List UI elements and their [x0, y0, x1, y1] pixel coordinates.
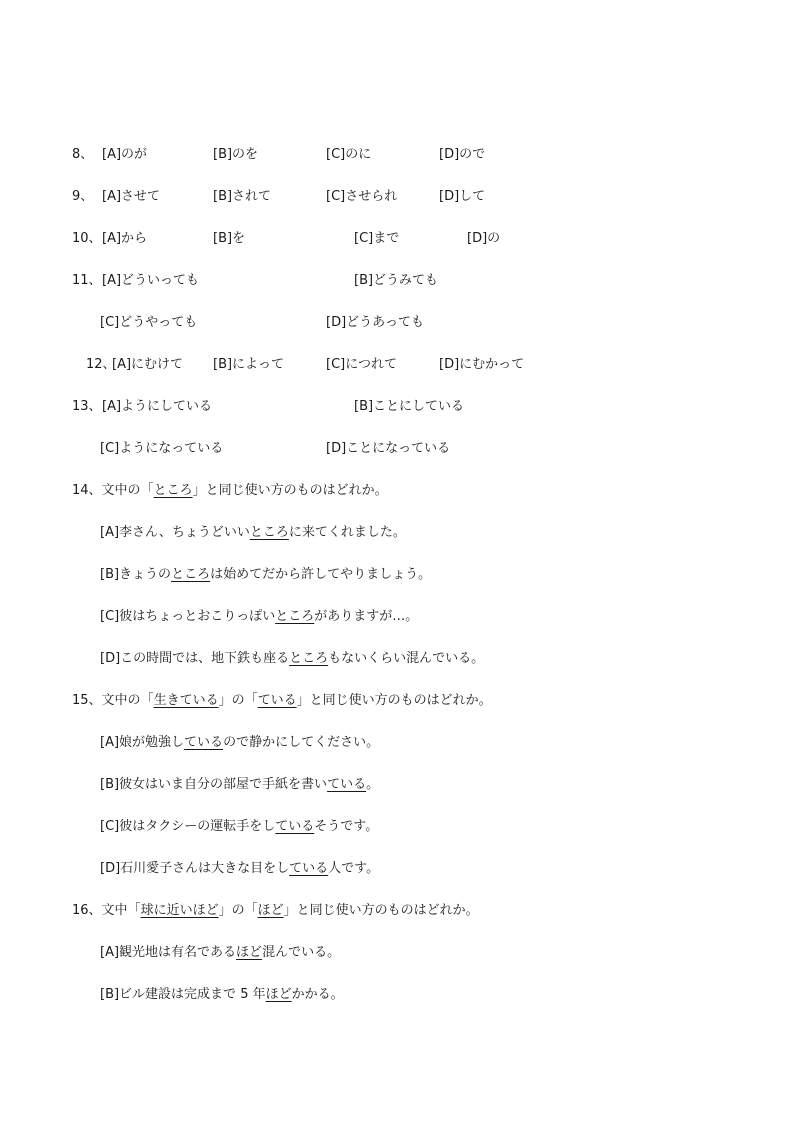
option-a: [A]どういっても [102, 273, 200, 288]
option-text: [A]李さん、ちょうどいい [100, 525, 250, 540]
underlined-word: ている [275, 819, 315, 834]
underlined-word: ところ [171, 567, 211, 582]
option-b: [B]によって [213, 357, 285, 372]
option-d: [D]どうあっても [326, 315, 425, 330]
option-text: は始めてだから許してやりましょう。 [210, 567, 432, 582]
option-d: [D]にむかって [439, 357, 525, 372]
option-text: [C]彼はタクシーの運転手をし [100, 819, 276, 834]
option-d: [D]の [467, 231, 501, 246]
option-d: [D]して [439, 189, 486, 204]
option-text: [D]石川愛子さんは大きな目をし [100, 861, 290, 876]
underlined-word: ところ [289, 651, 329, 666]
option-d [100, 860, 379, 878]
question-number: 16、 [72, 903, 102, 918]
option-a: [A]ようにしている [102, 399, 213, 414]
option-c: [C]どうやっても [100, 315, 198, 330]
option-a: [A]のが [102, 147, 148, 162]
option-d: [D]ので [439, 147, 486, 162]
option-a: [A]にむけて [112, 357, 184, 372]
question-number: 12、 [86, 357, 116, 372]
option-b: [B]どうみても [354, 273, 439, 288]
option-text: [C]彼はちょっとおこりっぽい [100, 609, 276, 624]
underlined-word: 生きている [153, 693, 219, 708]
question-number: 15、 [72, 693, 102, 708]
underlined-word: ほど [265, 987, 292, 1002]
underlined-word: ところ [249, 525, 289, 540]
option-a [100, 524, 406, 542]
option-b: [B]ことにしている [354, 399, 465, 414]
underlined-word: ている [184, 735, 224, 750]
option-b [100, 986, 344, 1004]
underlined-word: ほど [257, 903, 284, 918]
option-text: [B]ビル建設は完成まで 5 年 [100, 987, 266, 1002]
option-text: ので静かにしてください。 [223, 735, 380, 750]
option-text: [B]きょうの [100, 567, 172, 582]
option-b: [B]を [213, 231, 246, 246]
option-a: [A]から [102, 231, 148, 246]
stem-text: 文中の「 [101, 693, 154, 708]
option-a: [A]させて [102, 189, 161, 204]
option-text: そうです。 [314, 819, 379, 834]
underlined-word: 球に近いほど [140, 903, 219, 918]
stem-text: 文中の「 [101, 483, 154, 498]
question-number: 10、 [72, 231, 102, 246]
stem-text: 」と同じ使い方のものはどれか。 [296, 693, 492, 708]
option-a [100, 734, 379, 752]
question-number: 11、 [72, 273, 102, 288]
option-c: [C]まで [354, 231, 400, 246]
option-c [100, 608, 418, 626]
underlined-word: ところ [153, 483, 193, 498]
underlined-word: ほど [236, 945, 263, 960]
option-text: 。 [366, 777, 380, 792]
question-stem [72, 482, 388, 500]
underlined-word: ている [257, 693, 297, 708]
option-text: もないくらい混んでいる。 [328, 651, 485, 666]
stem-text: 」の「 [218, 693, 258, 708]
option-b [100, 776, 379, 794]
option-text: 人です。 [328, 861, 380, 876]
question-stem [72, 902, 479, 920]
underlined-word: ところ [275, 609, 315, 624]
option-c: [C]させられ [326, 189, 398, 204]
underlined-word: ている [289, 861, 329, 876]
option-c [100, 818, 378, 836]
stem-text: 」と同じ使い方のものはどれか。 [192, 483, 388, 498]
option-c: [C]につれて [326, 357, 397, 372]
option-text: [B]彼女はいま自分の部屋で手紙を書い [100, 777, 328, 792]
option-c: [C]のに [326, 147, 372, 162]
stem-text: 」の「 [218, 903, 258, 918]
option-text: [D]この時間では、地下鉄も座る [100, 651, 290, 666]
underlined-word: ている [327, 777, 367, 792]
question-number: 8、 [72, 147, 94, 162]
option-c: [C]ようになっている [100, 441, 224, 456]
option-d [100, 650, 484, 668]
option-b [100, 566, 431, 584]
question-number: 9、 [72, 189, 94, 204]
question-number: 13、 [72, 399, 102, 414]
option-text: 混んでいる。 [262, 945, 341, 960]
stem-text: 」と同じ使い方のものはどれか。 [283, 903, 479, 918]
option-d: [D]ことになっている [326, 441, 451, 456]
question-stem [72, 692, 492, 710]
option-b: [B]のを [213, 147, 259, 162]
option-text: かかる。 [291, 987, 344, 1002]
stem-text: 文中「 [101, 903, 141, 918]
option-a [100, 944, 340, 962]
option-b: [B]されて [213, 189, 272, 204]
option-text: [A]娘が勉強し [100, 735, 185, 750]
option-text: [A]観光地は有名である [100, 945, 237, 960]
option-text: に来てくれました。 [288, 525, 406, 540]
option-text: がありますが…。 [314, 609, 419, 624]
question-number: 14、 [72, 483, 102, 498]
